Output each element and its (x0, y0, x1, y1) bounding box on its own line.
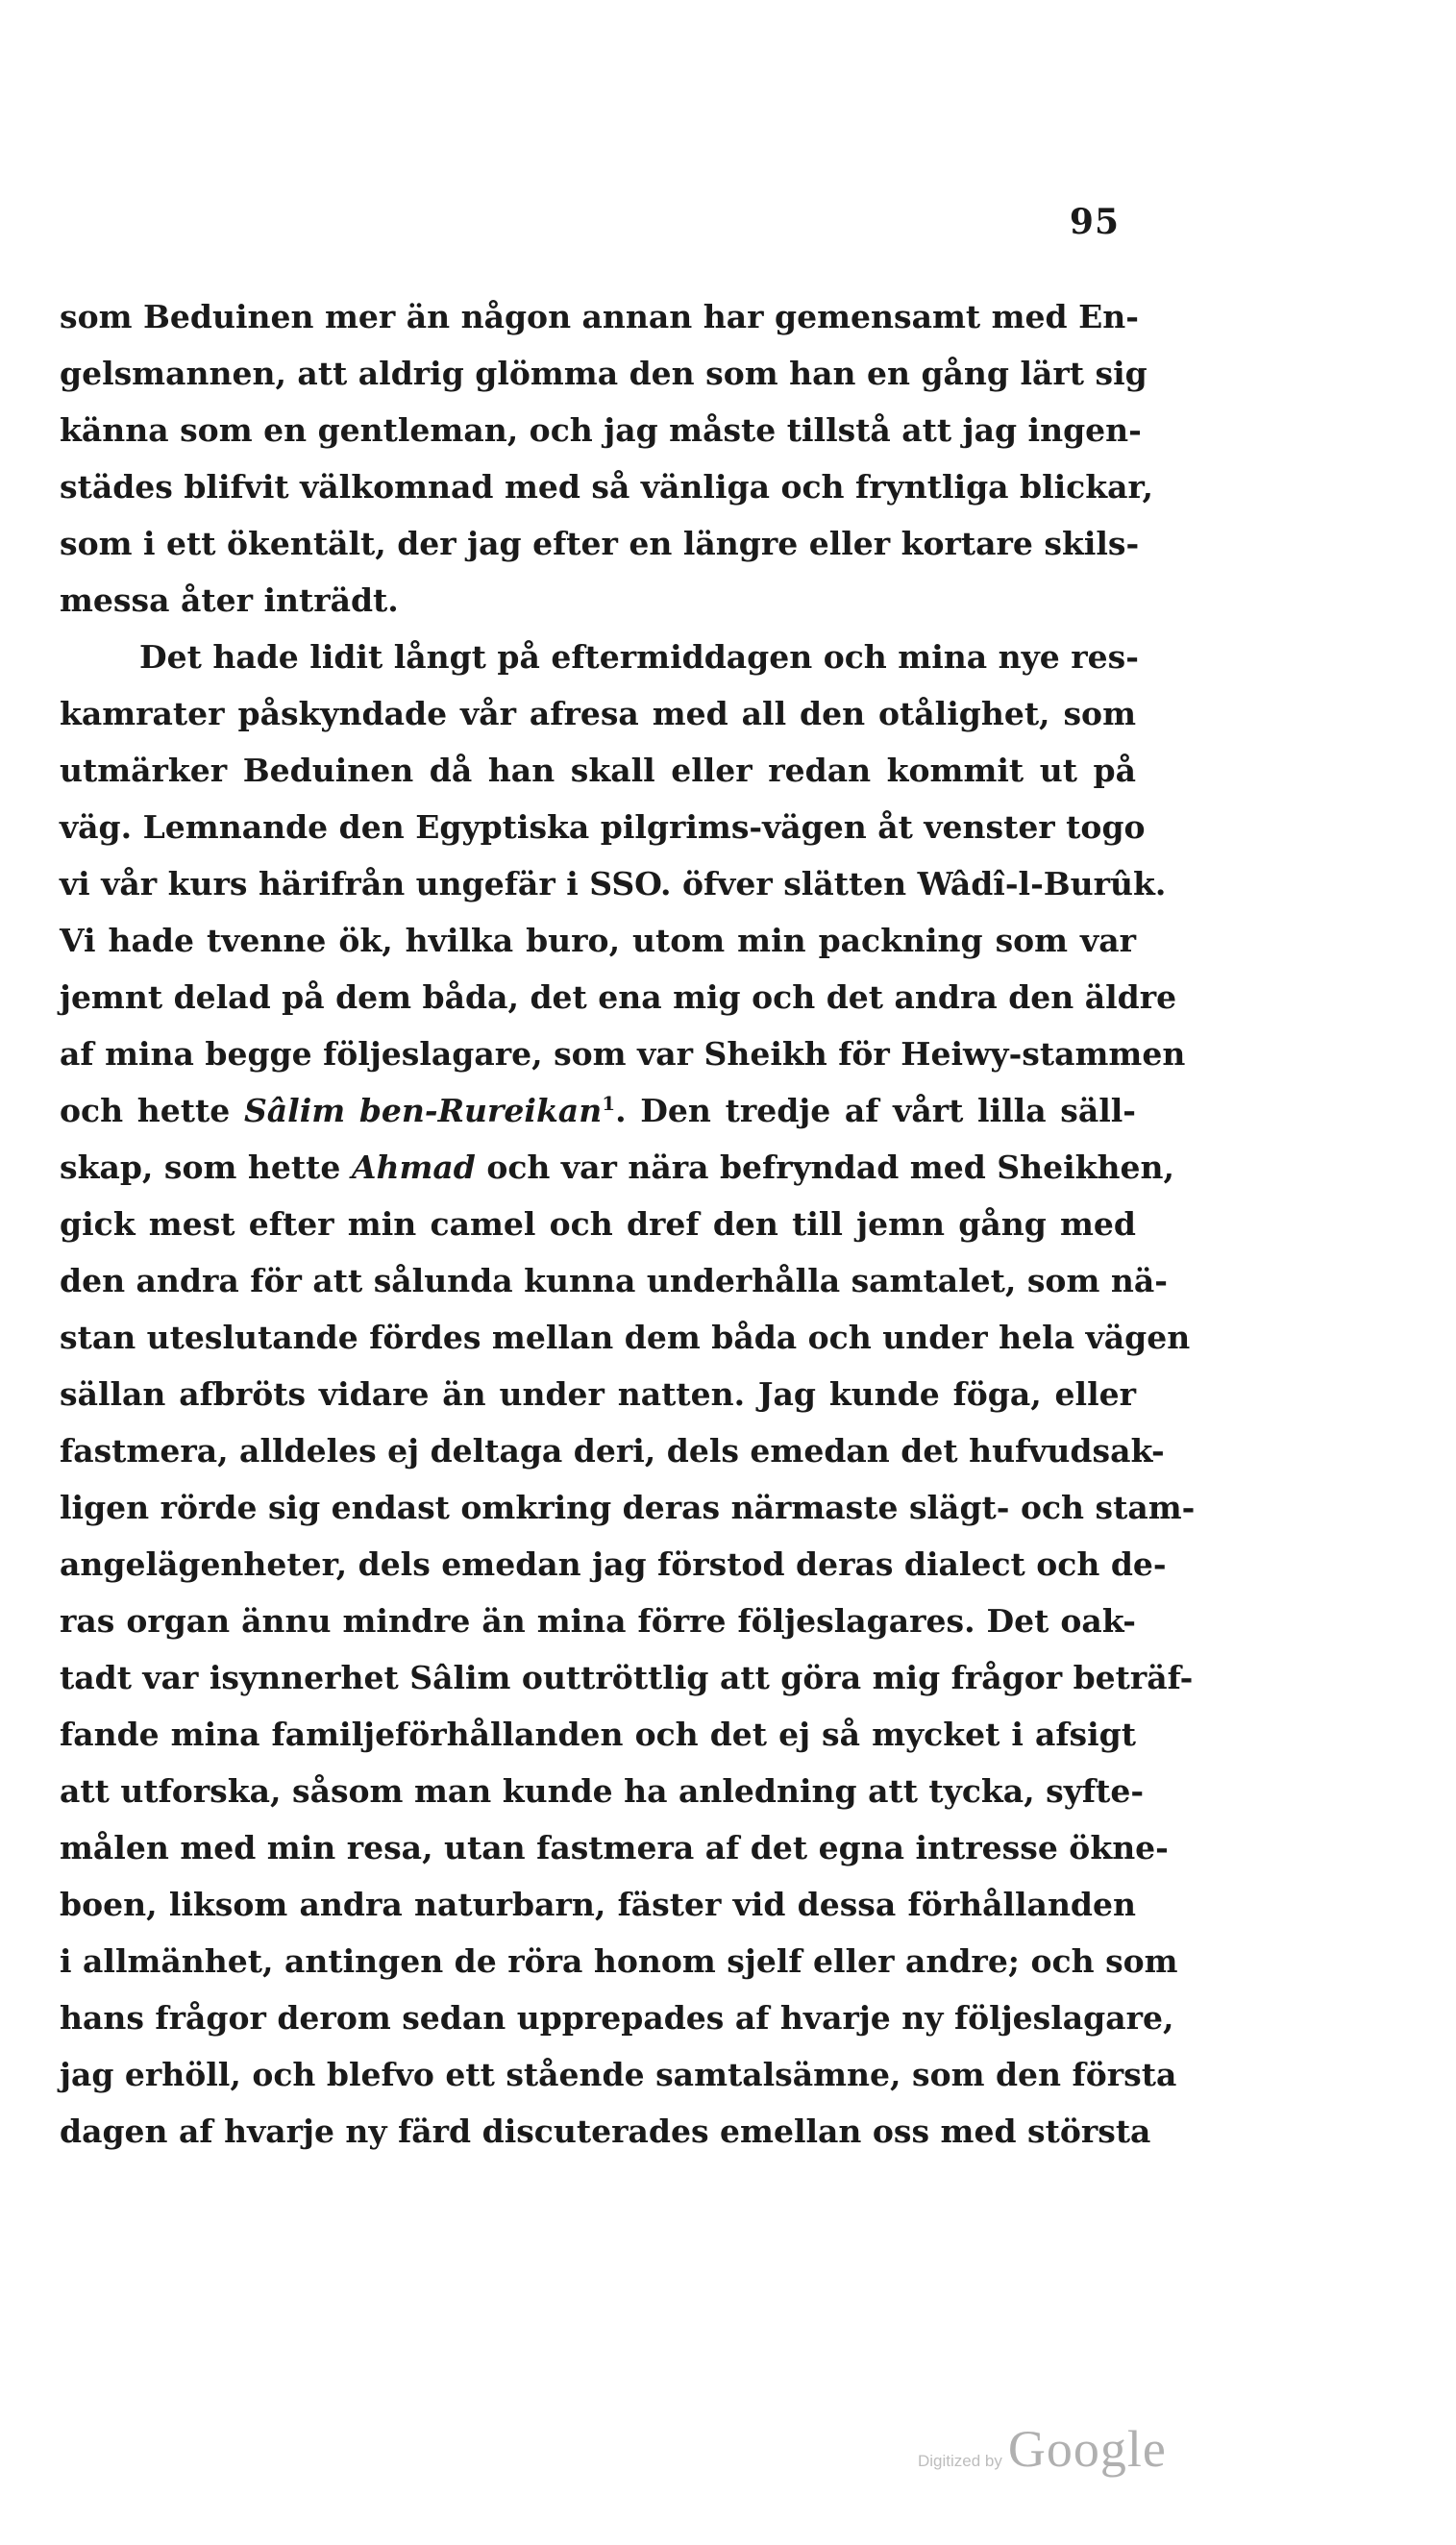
text-line: hans frågor derom sedan upprepades af hvarje ny följeslagare, (60, 1999, 1174, 2037)
text-line: vi vår kurs härifrån ungefär i SSO. öfver slätten Wâdî-l-Burûk. (60, 865, 1167, 902)
text-line: fande mina familjeförhållanden och det ej så mycket i afsigt (60, 1716, 1136, 1753)
text-line: utmärker Beduinen då han skall eller redan kommit ut på (60, 752, 1136, 789)
text-line: angelägenheter, dels emedan jag förstod deras dialect och de- (60, 1545, 1167, 1583)
text-line: af mina begge följeslagare, som var Sheikh för Heiwy-stammen (60, 1035, 1186, 1073)
text-line: fastmera, alldeles ej deltaga deri, dels emedan det hufvudsak- (60, 1432, 1165, 1470)
text-line: målen med min resa, utan fastmera af det egna intresse ökne- (60, 1829, 1169, 1866)
text-line: väg. Lemnande den Egyptiska pilgrims-vägen åt venster togo (60, 808, 1146, 846)
watermark-brand-logo: Google (1007, 2420, 1167, 2478)
text-line: Det hade lidit långt på eftermiddagen och mina nye res- (139, 638, 1139, 676)
text-line: gick mest efter min camel och dref den till jemn gång med (60, 1205, 1136, 1243)
text-line: känna som en gentleman, och jag måste tillstå att jag ingen- (60, 411, 1142, 449)
page-number: 95 (1069, 202, 1120, 242)
text-line: boen, liksom andra naturbarn, fäster vid dessa förhållanden (60, 1886, 1136, 1923)
text-line: städes blifvit välkomnad med så vänliga och fryntliga blickar, (60, 468, 1154, 506)
text-line: ras organ ännu mindre än mina förre följeslagares. Det oak- (60, 1602, 1136, 1640)
text-line: och hette Sâlim ben-Rureikan$^1$. Den tredje af vårt lilla säll- (60, 1092, 1137, 1129)
paragraph (60, 629, 1196, 2160)
text-line: som i ett ökentält, der jag efter en längre eller kortare skils- (60, 525, 1140, 562)
text-line: dagen af hvarje ny färd discuterades emellan oss med största (60, 2113, 1151, 2150)
digitization-watermark (918, 2419, 1235, 2486)
body-text (60, 288, 1196, 2160)
text-line: jemnt delad på dem båda, det ena mig och det andra den äldre (60, 978, 1177, 1016)
italic-name: Ahmad (351, 1149, 476, 1186)
text-line: i allmänhet, antingen de röra honom sjelf eller andre; och som (60, 1942, 1178, 1980)
italic-name: Sâlim ben-Rureikan (243, 1092, 603, 1129)
text-line: jag erhöll, och blefvo ett stående samtalsämne, som den första (60, 2056, 1177, 2093)
text-line: sällan afbröts vidare än under natten. Jag kunde föga, eller (60, 1375, 1136, 1413)
text-line: Vi hade tvenne ök, hvilka buro, utom min packning som var (60, 922, 1136, 959)
watermark-prefix: Digitized by (918, 2452, 1002, 2470)
text-line: att utforska, såsom man kunde ha anledning att tycka, syfte- (60, 1772, 1145, 1810)
text-line: messa åter inträdt. (60, 581, 399, 619)
text-line: stan uteslutande fördes mellan dem båda och under hela vägen (60, 1319, 1191, 1356)
text-line: kamrater påskyndade vår afresa med all den otålighet, som (60, 695, 1136, 732)
paragraph (60, 288, 1154, 629)
text-line: ligen rörde sig endast omkring deras närmaste slägt- och stam- (60, 1489, 1196, 1526)
text-line: gelsmannen, att aldrig glömma den som han en gång lärt sig (60, 355, 1148, 392)
text-line: som Beduinen mer än någon annan har gemensamt med En- (60, 298, 1139, 335)
footnote-reference: 1 (602, 1092, 616, 1115)
text-line: den andra för att sålunda kunna underhålla samtalet, som nä- (60, 1262, 1168, 1299)
text-line: tadt var isynnerhet Sâlim outtröttlig att göra mig frågor beträf- (60, 1659, 1194, 1696)
text-line: skap, som hette Ahmad och var nära befryndad med Sheikhen, (60, 1149, 1174, 1186)
